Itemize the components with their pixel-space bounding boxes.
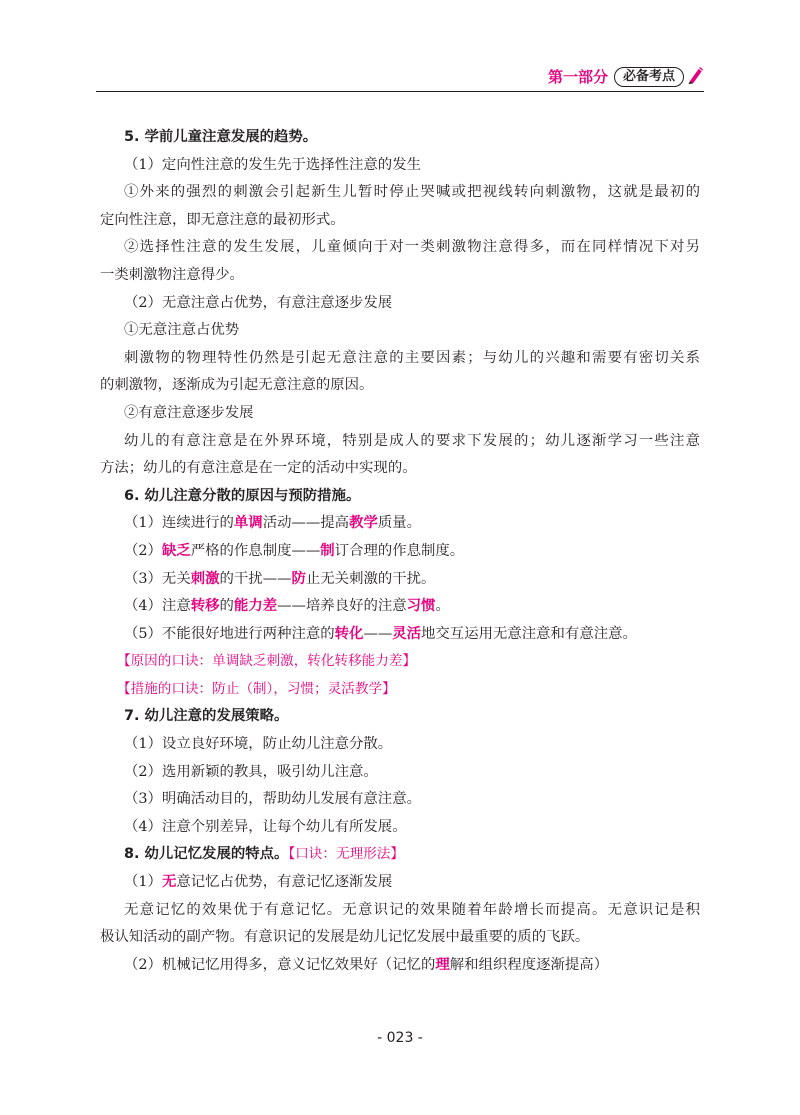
text-line xyxy=(100,566,700,594)
text-run: （1） xyxy=(124,874,162,891)
text-run: （2）机械记忆用得多，意义记忆效果好（记忆的 xyxy=(124,956,436,973)
text-line xyxy=(100,538,700,566)
text-line xyxy=(100,676,700,704)
mnemonic-tip: 【口诀：无理形法】 xyxy=(288,846,404,863)
text-run: （3）无关 xyxy=(124,570,191,587)
text-line xyxy=(100,621,700,649)
highlight-keyword: 转移 xyxy=(190,598,220,615)
text-run: （1）连续进行的 xyxy=(124,515,234,532)
text-run: 的干扰—— xyxy=(219,570,292,587)
header-badge: 必备考点 xyxy=(614,67,684,87)
text-line xyxy=(100,814,700,842)
text-run: （1）定向性注意的发生先于选择性注意的发生 xyxy=(124,156,421,173)
highlight-keyword: 转化 xyxy=(334,625,364,642)
text-run: ——培养良好的注意 xyxy=(277,598,407,615)
text-run: 止无关刺激的干扰。 xyxy=(305,570,436,587)
text-run: 无意记忆的效果优于有意记忆。无意识记的效果随着年龄增长而提高。无意识记是积 xyxy=(124,901,700,918)
page-body xyxy=(100,124,700,979)
highlight-keyword: 制 xyxy=(320,542,335,559)
text-line xyxy=(100,483,700,511)
text-line xyxy=(100,869,700,897)
text-run: 质量。 xyxy=(377,515,422,532)
text-run: ①无意注意占优势 xyxy=(124,322,240,339)
text-run: （3）明确活动目的，帮助幼儿发展有意注意。 xyxy=(124,791,421,808)
text-line xyxy=(100,428,700,456)
text-run: 一类刺激物注意得少。 xyxy=(100,266,244,283)
highlight-keyword: 缺乏 xyxy=(161,542,191,559)
text-run: —— xyxy=(363,625,393,642)
text-run: （2）选用新颖的教具，吸引幼儿注意。 xyxy=(124,763,378,780)
text-line xyxy=(100,731,700,759)
text-line xyxy=(100,290,700,318)
highlight-keyword: 单调 xyxy=(233,515,263,532)
section-heading: 8. 幼儿记忆发展的特点。 xyxy=(124,846,289,863)
text-run: 【措施的口诀：防止（制），习惯；灵活教学】 xyxy=(117,680,396,697)
text-run: 极认知活动的副产物。有意识记的发展是幼儿记忆发展中最重要的质的飞跃。 xyxy=(100,929,590,946)
text-run: 地交互运用无意注意和有意注意。 xyxy=(421,625,637,642)
text-run: 严格的作息制度—— xyxy=(190,542,321,559)
text-line xyxy=(100,510,700,538)
text-run: （4）注意 xyxy=(124,598,191,615)
text-run: 定向性注意，即无意注意的最初形式。 xyxy=(100,211,345,228)
text-line xyxy=(100,759,700,787)
text-run: 幼儿的有意注意是在外界环境，特别是成人的要求下发展的；幼儿逐渐学习一些注意 xyxy=(124,432,700,449)
text-run: （1）设立良好环境，防止幼儿注意分散。 xyxy=(124,736,393,753)
text-line xyxy=(100,455,700,483)
text-line xyxy=(100,262,700,290)
text-run: 订合理的作息制度。 xyxy=(334,542,465,559)
text-run: （4）注意个别差异，让每个幼儿有所发展。 xyxy=(124,818,407,835)
highlight-keyword: 习惯 xyxy=(406,598,436,615)
text-line xyxy=(100,841,700,869)
text-run: 解和组织程度逐渐提高） xyxy=(449,956,609,973)
text-run: 的 xyxy=(219,598,234,615)
text-run: ②选择性注意的发生发展，儿童倾向于对一类刺激物注意得多，而在同样情况下对另 xyxy=(124,239,700,256)
text-line xyxy=(100,234,700,262)
text-run: 活动——提高 xyxy=(262,515,350,532)
page-number: - 023 - xyxy=(377,1030,423,1046)
highlight-keyword: 刺激 xyxy=(190,570,220,587)
highlight-keyword: 能力差 xyxy=(233,598,278,615)
header-label-group xyxy=(548,66,684,87)
text-line xyxy=(100,207,700,235)
text-run: 7. 幼儿注意的发展策略。 xyxy=(124,708,289,725)
text-line xyxy=(100,786,700,814)
highlight-keyword: 无 xyxy=(161,874,177,891)
highlight-keyword: 理 xyxy=(435,956,450,973)
text-run: 【原因的口诀：单调缺乏刺激，转化转移能力差】 xyxy=(117,653,417,670)
text-line xyxy=(100,179,700,207)
text-run: 方法；幼儿的有意注意是在一定的活动中实现的。 xyxy=(100,460,417,477)
highlight-keyword: 灵活 xyxy=(392,625,422,642)
text-run: （2）无意注意占优势，有意注意逐步发展 xyxy=(124,294,393,311)
text-line xyxy=(100,345,700,373)
text-run: （2） xyxy=(124,542,162,559)
running-header xyxy=(96,62,704,92)
header-section-title: 第一部分 xyxy=(547,68,608,86)
highlight-keyword: 教学 xyxy=(349,515,378,532)
text-run: （5）不能很好地进行两种注意的 xyxy=(124,625,335,642)
text-line xyxy=(100,897,700,925)
text-run: 的刺激物，逐渐成为引起无意注意的原因。 xyxy=(100,377,374,394)
text-line xyxy=(100,648,700,676)
pencil-icon xyxy=(686,64,704,84)
text-line xyxy=(100,317,700,345)
highlight-keyword: 防 xyxy=(291,570,306,587)
header-rule xyxy=(96,91,704,92)
text-run: 6. 幼儿注意分散的原因与预防措施。 xyxy=(124,487,361,504)
text-line xyxy=(100,593,700,621)
text-line xyxy=(100,703,700,731)
text-line xyxy=(100,152,700,180)
text-run: 刺激物的物理特性仍然是引起无意注意的主要因素；与幼儿的兴趣和需要有密切关系 xyxy=(124,349,700,366)
text-line xyxy=(100,400,700,428)
text-run: 意记忆占优势，有意记忆逐渐发展 xyxy=(176,874,393,891)
text-run: 5. 学前儿童注意发展的趋势。 xyxy=(124,129,318,145)
text-line xyxy=(100,372,700,400)
text-line xyxy=(100,952,700,980)
text-run: ②有意注意逐步发展 xyxy=(124,404,254,421)
text-line xyxy=(100,124,700,152)
text-line xyxy=(100,924,700,952)
text-run: 。 xyxy=(435,598,450,615)
text-run: ①外来的强烈的刺激会引起新生儿暂时停止哭喊或把视线转向刺激物，这就是最初的 xyxy=(124,184,700,201)
